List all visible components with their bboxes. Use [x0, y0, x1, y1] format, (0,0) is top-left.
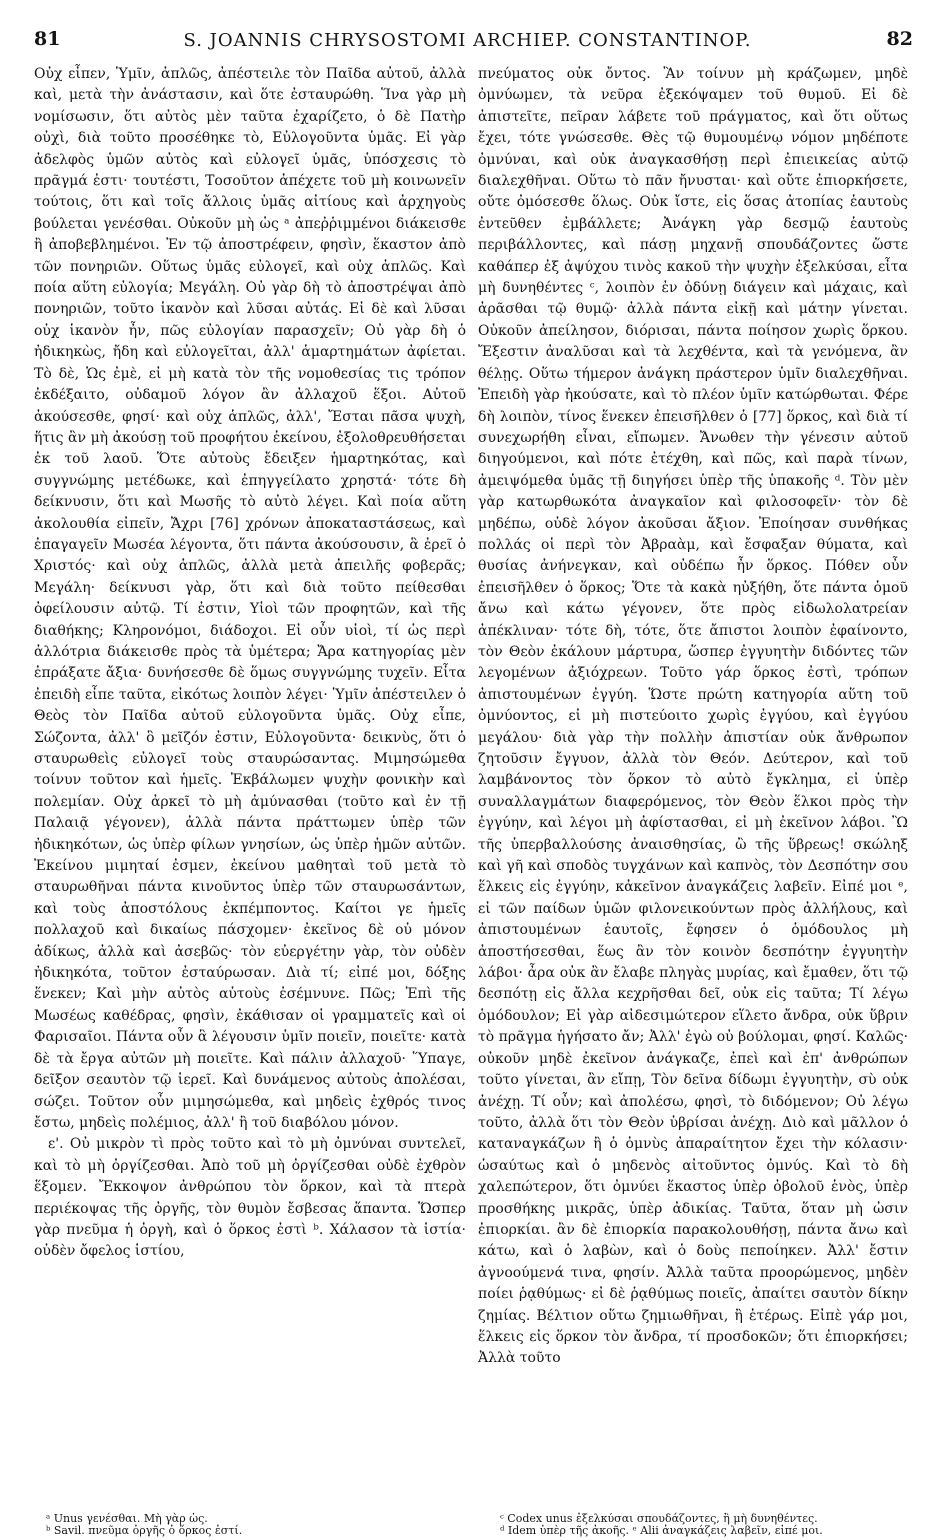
running-header — [0, 28, 935, 62]
footnote-a: ᵃ Unus γενέσθαι. Μὴ γὰρ ὡς. — [46, 1512, 208, 1525]
footnote-b: ᵇ Savil. πνεῦμα ὀργῆς ὁ ὅρκος ἐστί. — [46, 1524, 243, 1537]
left-paragraph: Οὐχ εἶπεν, Ὑμῖν, ἁπλῶς, ἀπέστειλε τὸν Παῖδα αὐτοῦ, ἀλλὰ καὶ, μετὰ τὴν ἀνάστασιν, καὶ ὅτε ἐσταυρώθη. Ἵνα γὰρ μὴ νομίσωσιν, ὅτι αὐτὸς μὲν ταῦτα ἐχαρίζετο, ὁ δὲ Πατὴρ οὐχὶ, διὰ τοῦτο προσέθηκε τὸ, Εὐλογοῦντα ὑμᾶς. Εἰ γὰρ ἀδελφὸς ὑμῶν αὐτὸς καὶ εὐλογεῖ ὑμᾶς, ὑπόσχεσις τὸ πρᾶγμά ἐστι· τουτέστι, Τοσοῦτον ἀπέχετε τοῦ μὴ κοινωνεῖν τούτοις, ὅτι καὶ τοῖς ἄλλοις ὑμᾶς αἰτίους καὶ ἀρχηγοὺς βούλεται γενέσθαι. Οὐκοῦν μὴ ὡς ᵃ ἀπεῤῥιμμένοι διάκεισθε ἢ ἀποβεβλημένοι. Ἐν τῷ ἀποστρέφειν, φησὶν, ἕκαστον ἀπὸ τῶν πονηριῶν. Οὕτως ὑμᾶς εὐλογεῖ, καὶ οὐχ ἁπλῶς. Καὶ ποία αὕτη εὐλογία; Μεγάλη. Οὐ γὰρ δὴ τὸ ἀποστρέψαι ἀπὸ πονηριῶν, τοῦτο ἱκανὸν καὶ λῦσαι αὐτάς. Εἰ δὲ καὶ λῦσαι οὐχ ἱκανὸν ἦν, πῶς εὐλογίαν παρασχεῖν; Οὐ γὰρ δὴ ὁ ἠδικηκὼς, ἤδη καὶ εὐλογεῖται, ἀλλ' ἁμαρτημάτων ἀφίεται. Τὸ δὲ, Ὡς ἐμὲ, εἰ μὴ κατὰ τὸν τῆς νομοθεσίας τις τρόπον ἐκδέξαιτο, οὐδαμοῦ λόγον ἂν ἀλλαχοῦ ἕξοι. Αὐτοῦ ἀκούσεσθε, φησί· καὶ οὐχ ἁπλῶς, ἀλλ', Ἔσται πᾶσα ψυχὴ, ἥτις ἂν μὴ ἀκούσῃ τοῦ προφήτου ἐκείνου, ἐξολοθρευθήσεται ἐκ τοῦ λαοῦ. Ὅτε αὐτοὺς ἔδειξεν ἡμαρτηκότας, καὶ συγγνώμης μετέδωκε, καὶ ἐπηγγείλατο χρηστά· τότε δὴ δείκνυσιν, ὅτι καὶ Μωσῆς τὸ αὐτὸ λέγει. Καὶ ποία αὕτη ἀκολουθία εἰπεῖν, Ἄχρι [76] χρόνων ἀποκαταστάσεως, καὶ ἐπαγαγεῖν Μωσέα λέγοντα, ὅτι πάντα ἀκούσουσιν, ἃ ἐρεῖ ὁ Χριστός· καὶ οὐχ ἁπλῶς, ἀλλὰ μετὰ ἀπειλῆς φοβερᾶς; Μεγάλη· δείκνυσι γὰρ, ὅτι καὶ διὰ τοῦτο πείθεσθαι ὀφείλουσιν αὐτῷ. Τί ἐστιν, Υἱοὶ τῶν προφητῶν, καὶ τῆς διαθήκης; Κληρονόμοι, διάδοχοι. Εἰ οὖν υἱοὶ, τί ὡς περὶ ἀλλότρια διάκεισθε πρὸς τὰ ὑμέτερα; Ἄρα κατηγορίας μὲν ἐπράξατε ἄξια· δυνήσεσθε δὲ ὅμως συγγνώμης τυχεῖν. Εἶτα ἐπειδὴ εἶπε ταῦτα, εἰκότως λοιπὸν λέγει· Ὑμῖν ἀπέστειλεν ὁ Θεὸς τὸν Παῖδα αὐτοῦ εὐλογοῦντα ὑμᾶς. Οὐχ εἶπε, Σώζοντα, ἀλλ' ὃ μεῖζόν ἐστιν, Εὐλογοῦντα· δεικνὺς, ὅτι ὁ σταυρωθεὶς εὐλογεῖ τοὺς σταυρώσαντας. Μιμησώμεθα τοίνυν τοῦτον καὶ ἡμεῖς. Ἐκβάλωμεν ψυχὴν φονικὴν καὶ πολεμίαν. Οὐχ ἀρκεῖ τὸ μὴ ἀμύνασθαι (τοῦτο καὶ ἐν τῇ Παλαιᾷ γέγονεν), ἀλλὰ πάντα πράττωμεν ὑπὲρ τῶν ἠδικηκότων, ὡς ὑπὲρ φίλων γνησίων, ὡς ὑπὲρ ἡμῶν αὐτῶν. Ἐκείνου μιμηταί ἐσμεν, ἐκείνου μαθηταὶ τοῦ μετὰ τὸ σταυρωθῆναι πάντα κινοῦντος ὑπὲρ τῶν σταυρωσάντων, καὶ τοὺς ἀποστόλους ἐκπέμποντος. Καίτοι γε ἡμεῖς πολλαχοῦ καὶ δικαίως πάσχομεν· ἐκεῖνος δὲ οὐ μόνον ἀδίκως, ἀλλὰ καὶ ἀσεβῶς· τὸν εὐεργέτην γὰρ, τὸν οὐδὲν ἠδικηκότα, τοῦτον ἐσταύρωσαν. Διὰ τί; εἰπέ μοι, δόξης ἕνεκεν; Καὶ μὴν αὐτὸς αὐτοὺς ἐσέμνυνε. Πῶς; Ἐπὶ τῆς Μωσέως καθέδρας, φησὶν, ἐκάθισαν οἱ γραμματεῖς καὶ οἱ Φαρισαῖοι. Πάντα οὖν ἃ λέγουσιν ὑμῖν ποιεῖν, ποιεῖτε· κατὰ δὲ τὰ ἔργα αὐτῶν μὴ ποιεῖτε. Καὶ πάλιν ἀλλαχοῦ· Ὕπαγε, δεῖξον σεαυτὸν τῷ ἱερεῖ. Καὶ δυνάμενος αὐτοὺς ἀπολέσαι, σώζει. Τοῦτον οὖν μιμησώμεθα, καὶ μηδεὶς ἐχθρός τινος ἔστω, μηδεὶς πολέμιος, ἀλλ' ἢ τοῦ διαβόλου μόνον. — [34, 66, 466, 1131]
left-column — [34, 64, 466, 1263]
right-paragraph: πνεύματος οὐκ ὄντος. Ἂν τοίνυν μὴ κράζωμεν, μηδὲ ὀμνύωμεν, τὰ νεῦρα ἐξεκόψαμεν τοῦ θυμοῦ. Εἰ δὲ ἀπιστεῖτε, πεῖραν λάβετε τοῦ πράγματος, καὶ ὅτι οὕτως ἔχει, τότε γνώσεσθε. Θὲς τῷ θυμουμένῳ νόμον μηδέποτε ὀμνύναι, καὶ οὐκ ἀναγκασθήσῃ περὶ ἐπιεικείας αὐτῷ διαλεχθῆναι. Οὕτω τὸ πᾶν ἤνυσται· καὶ οὔτε ἐπιορκήσετε, οὔτε ὀμόσεσθε ὅλως. Οὐκ ἴστε, εἰς ὅσας ἀτοπίας ἑαυτοὺς ἐντεῦθεν ἐμβάλλετε; Ἀνάγκη γὰρ δεσμῷ ἑαυτοὺς περιβάλλοντες, καὶ πάσῃ μηχανῇ σπουδάζοντες ὥστε καθάπερ ἐξ ἀψύχου τινὸς κακοῦ τὴν ψυχὴν ἐξελκύσαι, εἶτα μὴ δυνηθέντες ᶜ, λοιπὸν ἐν ὀδύνῃ διάγειν καὶ μάχαις, καὶ ἀρᾶσθαι τῷ θυμῷ· ἀλλὰ πάντα εἰκῇ καὶ μάτην γίνεται. Οὐκοῦν ἀπείλησον, διόρισαι, πάντα ποίησον χωρὶς ὅρκου. Ἔξεστιν ἀναλῦσαι καὶ τὰ λεχθέντα, καὶ τὰ γενόμενα, ἂν θέλῃς. Οὕτω τήμερον ἀνάγκη πράστερον ὑμῖν διαλεχθῆναι. Ἐπειδὴ γὰρ ἠκούσατε, καὶ τὸ πλέον ὑμῖν κατώρθωται. Φέρε δὴ λοιπὸν, τίνος ἕνεκεν ἐπεισῆλθεν ὁ [77] ὅρκος, καὶ διὰ τί συνεχωρήθη εἶναι, εἴπωμεν. Ἄνωθεν τὴν γένεσιν αὐτοῦ διηγούμενοι, καὶ πότε ἐτέχθη, καὶ πῶς, καὶ παρὰ τίνων, ἀμειψόμεθα ὑμᾶς τῇ διηγήσει ὑπὲρ τῆς ὑπακοῆς ᵈ. Τὸν μὲν γὰρ κατωρθωκότα ἀναγκαῖον καὶ φιλοσοφεῖν· τὸν δὲ μηδέπω, οὐδὲ λόγον ἀκοῦσαι ἄξιον. Ἐποίησαν συνθήκας πολλάς οἱ περὶ τὸν Ἀβραὰμ, καὶ ἔσφαξαν θύματα, καὶ θυσίας ἀνήνεγκαν, καὶ οὐδέπω ἦν ὅρκος. Πόθεν οὖν ἐπεισῆλθεν ὁ ὅρκος; Ὅτε τὰ κακὰ ηὐξήθη, ὅτε πάντα ὁμοῦ ἄνω καὶ κάτω γέγονεν, ὅτε πρὸς εἰδωλολατρείαν ἀπέκλιναν· τότε δὴ, τότε, ὅτε ἄπιστοι λοιπὸν ἐφαίνοντο, τὸν Θεὸν ἐκάλουν μάρτυρα, ὥσπερ ἐγγυητὴν διδόντες τῶν λεγομένων ἀξιόχρεων. Τοῦτο γάρ ὅρκος ἐστὶ, τρόπων ἀπιστουμένων ἐγγύη. Ὥστε πρώτη κατηγορία αὕτη τοῦ ὀμνύοντος, εἰ μὴ πιστεύοιτο χωρὶς ἐγγύου, καὶ ἐγγύου μεγάλου· διὰ γὰρ τὴν πολλὴν ἀπιστίαν οὐκ ἄνθρωπον ζητοῦσιν ἔγγυον, ἀλλὰ τὸν Θεόν. Δεύτερον, καὶ τοῦ λαμβάνοντος τὸν ὅρκον τὸ αὐτὸ ἔγκλημα, εἰ ὑπὲρ συναλλαγμάτων διαφερόμενος, τὸν Θεὸν ἕλκοι πρὸς τὴν ἐγγύην, καὶ λέγοι μὴ ἀφίστασθαι, εἰ μὴ ἐκεῖνον λάβοι. Ὢ τῆς ὑπερβαλλούσης ἀναισθησίας, ὢ τῆς ὕβρεως! σκώληξ καὶ γῆ καὶ σποδὸς τυγχάνων καὶ καπνὸς, τὸν Δεσπότην σου ἕλκεις εἰς ἐγγύην, κἀκεῖνον ἀναγκάζεις λαβεῖν. Εἰπέ μοι ᵉ, εἰ τῶν παίδων ὑμῶν φιλονεικούντων πρὸς ἀλλήλους, καὶ ἀπιστουμένων ἑαυτοῖς, ἔφησεν ὁ ὁμόδουλος μὴ ἀποστήσεσθαι, ἕως ἂν τὸν κοινὸν δεσπότην ἐγγυητὴν λάβοι· ἆρα οὐκ ἂν ἔλαβε πληγὰς μυρίας, καὶ ἔμαθεν, ὅτι τῷ δεσπότῃ εἰς ἄλλα κεχρῆσθαι δεῖ, οὐκ εἰς ταῦτα; Τί λέγω ὁμόδουλον; Εἰ γὰρ αἰδεσιμώτερον εἵλετο ἄνδρα, οὐκ ὕβριν τὸ πρᾶγμα ἡγήσατο ἄν; Ἀλλ' ἐγὼ οὐ βούλομαι, φησί. Καλῶς· οὐκοῦν μηδὲ ἐκεῖνον ἀνάγκαζε, ἐπεὶ καὶ ἐπ' ἀνθρώπων τοῦτο γίνεται, ἂν εἴπῃ, Τὸν δεῖνα δίδωμι ἐγγυητὴν, σὺ οὐκ ἀνέχῃ. Τί οὖν; καὶ ἀπολέσω, φησὶ, τὸ διδόμενον; Οὐ λέγω τοῦτο, ἀλλὰ ὅτι τὸν Θεὸν ὑβρίσαι ἀνέχῃ. Διὸ καὶ μᾶλλον ὁ καταναγκάζων ἢ ὁ ὀμνὺς ἀπαραίτητον ἔχει τὴν κόλασιν· ὡσαύτως καὶ ὁ μηδενὸς αἰτοῦντος ὀμνύς. Καὶ τὸ δὴ χαλεπώτερον, ὅτι ὀμνύει ἕκαστος ὑπὲρ ὀβολοῦ ἑνὸς, ὑπὲρ προσθήκης μικρᾶς, ὑπὲρ ἀδικίας. Ταῦτα, ὅταν μὴ ὠσιν ἐπιορκίαι. ἂν δὲ ἐπιορκία παρακολουθήσῃ, πάντα ἄνω καὶ κάτω, καὶ ὁ λαβὼν, καὶ ὁ δοὺς πεποίηκεν. Ἀλλ' ἔστιν ἀγνοούμενά τινα, φησίν. Ἀλλὰ ταῦτα προορώμενος, μηδὲν ποίει ῥᾳθύμως· εἰ δὲ ῥᾳθύμως ποιεῖς, ἀπαίτει σαυτὸν δίκην ζημίας. Βέλτιον οὕτω ζημιωθῆναι, ἢ ἑτέρως. Εἰπὲ γάρ μοι, ἕλκεις εἰς ὅρκον τὸν ἄνδρα, τί προσδοκῶν; ὅτι ἐπιορκήσει; Ἀλλὰ τοῦτο — [478, 66, 908, 1367]
footnote-c: ᶜ Codex unus ἐξελκύσαι σπουδάζοντες, ἢ μὴ δυνηθέντες. — [500, 1512, 818, 1525]
page-number-left: 81 — [34, 28, 61, 50]
footnotes-right — [500, 1513, 920, 1537]
footnote-d-e: ᵈ Idem ὑπὲρ τῆς ἀκοῆς. ᵉ Alii ἀναγκάζεις λαβεῖν, εἰπέ μοι. — [500, 1524, 823, 1537]
footnotes-left — [46, 1513, 446, 1537]
left-paragraph-section-5: ε'. Οὐ μικρὸν τὶ πρὸς τοῦτο καὶ τὸ μὴ ὀμνύναι συντελεῖ, καὶ τὸ μὴ ὀργίζεσθαι. Ἀπὸ τοῦ μὴ ὀργίζεσθαι οὐδὲ ἐχθρὸν ἕξομεν. Ἔκκοψον ἀνθρώπου τὸν ὅρκον, καὶ τὰ πτερὰ περιέκοψας τῆς ὀργῆς, τὸν θυμὸν ἔσβεσας ἅπαντα. Ὥσπερ γὰρ πνεῦμα ἡ ὀργὴ, καὶ ὁ ὅρκος ἐστὶ ᵇ. Χάλασον τὰ ἱστία· οὐδὲν ὄφελος ἱστίου, — [34, 1136, 466, 1260]
page-number-right: 82 — [886, 28, 913, 50]
right-column — [478, 64, 908, 1370]
running-title: S. JOANNIS CHRYSOSTOMI ARCHIEP. CONSTANTINOP. — [183, 30, 752, 51]
